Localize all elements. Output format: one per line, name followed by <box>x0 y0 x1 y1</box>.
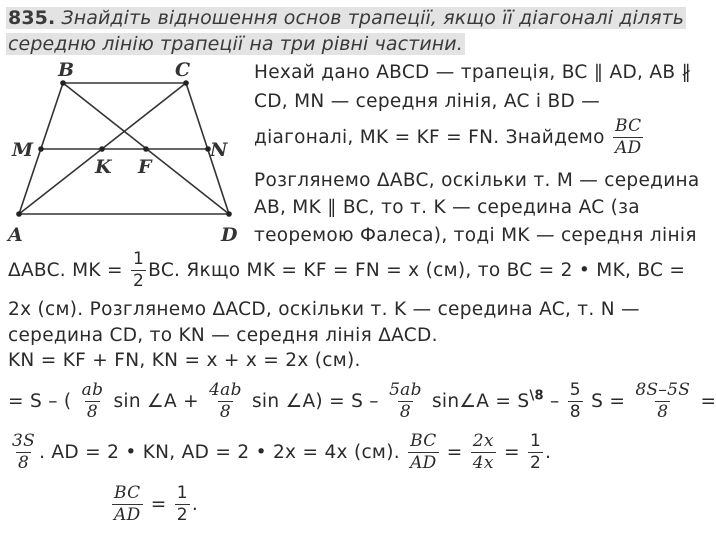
fraction-bc-ad-final: $\frac{BC}{AD}$ <box>114 483 141 525</box>
solution-text-3: діагоналі, MK = KF = FN. Знайдемо <box>254 127 605 148</box>
point-f <box>143 146 149 152</box>
point-k <box>99 146 105 152</box>
label-c: C <box>175 59 191 81</box>
solution-line-3 <box>254 116 645 159</box>
fraction-3s-8: $\frac{3S}{8}$ <box>12 431 36 473</box>
fraction-bc-ad-2: $\frac{BC}{AD}$ <box>410 431 437 473</box>
final-answer: $\frac{BC}{AD}$ = $\frac{1}{2}$ . <box>114 483 199 525</box>
equation-line-1: = S – ( $\frac{ab}{8}$ sin ∠A + $\frac{4ab}{8}$ sin ∠A) = S – $\frac{5ab}{8}$ sin∠A = $S^{\backslash 8}$ – $\frac{5}{8}$ S = $\frac{8S-5S}{8}$ = <box>8 380 716 422</box>
point-a <box>16 211 22 217</box>
point-m <box>38 146 44 152</box>
solution-line-6: теоремою Фалеса), тоді MK — середня лінія <box>254 225 697 246</box>
fraction-4ab-8: $\frac{4ab}{8}$ <box>209 380 242 422</box>
label-k: K <box>95 156 112 178</box>
fraction-2x-4x: $\frac{2x}{4x}$ <box>472 431 494 473</box>
fraction-5-8: $\frac{5}{8}$ <box>569 380 581 422</box>
equation-line-2: $\frac{3S}{8}$ . AD = 2 • KN, AD = 2 • 2x = 4x (см). $\frac{BC}{AD}$ = $\frac{2x}{4x}$ = $\frac{1}{2}$ . <box>12 431 552 473</box>
fraction-5ab-8: $\frac{5ab}{8}$ <box>389 380 422 422</box>
point-b <box>60 80 66 86</box>
fraction-1-2-final: $\frac{1}{2}$ <box>176 483 188 525</box>
trapezoid-figure <box>0 55 250 250</box>
fraction-one-half: $\frac{1}{2}$ <box>133 249 145 291</box>
task-line-1 <box>6 7 686 29</box>
solution-line-10: KN = KF + FN, KN = x + x = 2x (см). <box>8 350 361 371</box>
task-number: 835. <box>8 7 56 29</box>
task-text-1: Знайдіть відношення основ трапеції, якщо її діагоналі ділять <box>61 7 685 29</box>
task-line-2 <box>6 33 465 55</box>
solution-line-7: ΔABC. MK = $\frac{1}{2}$ BC. Якщо MK = KF = FN = x (см), то BC = 2 • MK, BC = <box>8 249 686 291</box>
label-d: D <box>221 224 238 246</box>
label-m: M <box>12 139 34 161</box>
label-a: A <box>8 224 23 246</box>
solution-line-9: середина CD, то KN — середня лінія ΔACD. <box>8 325 438 346</box>
solution-line-5: AB, MK ∥ BC, то т. K — середина AC (за <box>254 197 640 218</box>
solution-line-4: Розглянемо ΔABC, оскільки т. M — середина <box>254 170 700 191</box>
task-text-2: середню лінію трапеції на три рівні частини. <box>8 33 463 55</box>
solution-line-1: Нехай дано ABCD — трапеція, BC ∥ AD, AB ∦ <box>254 62 692 83</box>
fraction-bc-ad: $\frac{BC}{AD}$ <box>614 116 642 158</box>
label-b: B <box>58 59 75 81</box>
point-c <box>183 80 189 86</box>
solution-line-2: CD, MN — середня лінія, AC і BD — <box>254 91 601 112</box>
label-n: N <box>210 139 228 161</box>
solution-line-8: 2x (см). Розглянемо ΔACD, оскільки т. K — середина AC, т. N — <box>8 299 640 320</box>
label-f: F <box>138 156 152 178</box>
fraction-ab-8: $\frac{ab}{8}$ <box>81 380 104 422</box>
fraction-8s-5s-8: $\frac{8S-5S}{8}$ <box>635 380 691 422</box>
fraction-1-2: $\frac{1}{2}$ <box>530 431 542 473</box>
point-d <box>226 211 232 217</box>
